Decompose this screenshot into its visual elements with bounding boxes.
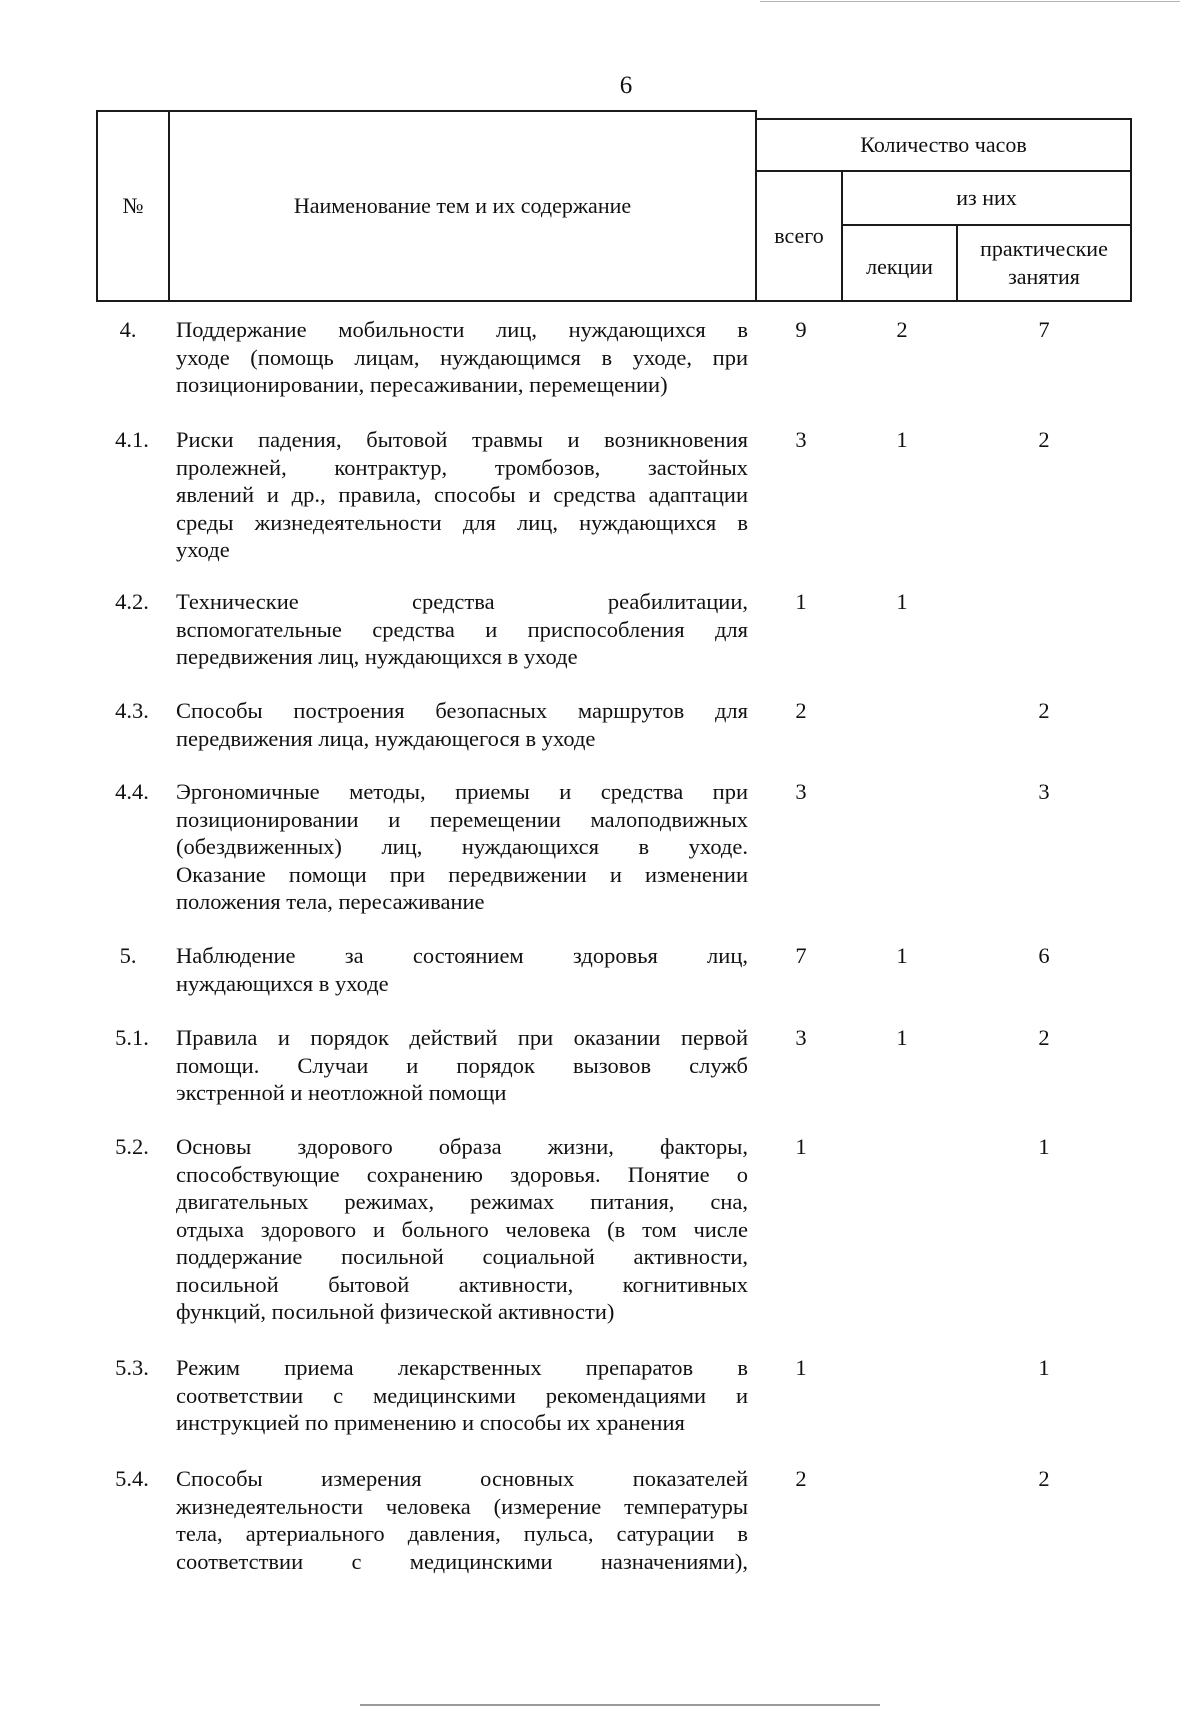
row-line: Технические средства реабилитации,: [176, 589, 748, 614]
header-lectures: лекции: [866, 254, 933, 279]
row-practical: 3: [1038, 779, 1050, 804]
row-number: 5.3.: [115, 1355, 149, 1380]
row-practical: 1: [1038, 1355, 1050, 1380]
row-number: 4.2.: [115, 589, 149, 614]
row-total: 9: [795, 317, 807, 342]
row-line: Правила и порядок действий при оказании первой: [176, 1025, 748, 1050]
row-line: двигательных режимах, режимах питания, сна,: [176, 1189, 748, 1214]
row-line: поддержание посильной социальной активности,: [176, 1244, 748, 1269]
row-line: помощи. Случаи и порядок вызовов служб: [176, 1052, 748, 1078]
row-line: Эргономичные методы, приемы и средства при: [176, 779, 748, 804]
row-description: [176, 1354, 748, 1437]
row-practical: 2: [1038, 1025, 1050, 1050]
row-number: 4.4.: [115, 779, 149, 804]
row-lectures: 1: [896, 943, 908, 968]
row-total: 3: [795, 427, 807, 452]
row-practical: 2: [1038, 427, 1050, 452]
row-line: экстренной и неотложной помощи: [176, 1080, 507, 1105]
header-border-bottom: [96, 300, 1132, 302]
row-line: Наблюдение за состоянием здоровья лиц,: [176, 943, 748, 968]
table-header: [96, 110, 1132, 304]
row-description: [176, 1465, 748, 1575]
row-number: 5.2.: [115, 1134, 149, 1159]
row-number: 4.1.: [115, 427, 149, 452]
row-line: соответствии с медицинскими назначениями),: [176, 1548, 748, 1574]
row-practical: 2: [1038, 1466, 1050, 1491]
row-line: уходе (помощь лицам, нуждающимся в уходе, при: [176, 344, 748, 370]
row-practical: 1: [1038, 1134, 1050, 1159]
row-practical: 6: [1038, 943, 1050, 968]
row-number: 4.3.: [115, 698, 149, 723]
row-line: жизнедеятельности человека (измерение температуры: [176, 1493, 748, 1519]
row-description: [176, 426, 748, 564]
row-description: [176, 697, 748, 752]
row-line: функций, посильной физической активности): [176, 1299, 615, 1324]
row-number: 5.4.: [115, 1466, 149, 1491]
page-number: 6: [619, 72, 633, 99]
row-total: 1: [795, 589, 807, 614]
row-practical: 2: [1038, 698, 1050, 723]
row-description: [176, 1024, 748, 1107]
row-description: [176, 316, 748, 399]
header-topic: Наименование тем и их содержание: [293, 193, 632, 218]
row-number: 4.: [119, 317, 137, 342]
row-line: нуждающихся в уходе: [176, 970, 389, 996]
row-line: соответствии с медицинскими рекомендациями и: [176, 1382, 748, 1408]
row-line: Способы построения безопасных маршрутов для: [176, 698, 748, 723]
row-line: Основы здорового образа жизни, факторы,: [176, 1134, 748, 1159]
header-num: №: [122, 193, 144, 218]
row-line: позиционировании и перемещении малоподвижных: [176, 806, 748, 832]
row-line: отдыха здорового и больного человека (в том числе: [176, 1216, 748, 1242]
row-line: Режим приема лекарственных препаратов в: [176, 1355, 748, 1380]
row-line: передвижения лица, нуждающегося в уходе: [176, 725, 596, 751]
row-line: пролежней, контрактур, тромбозов, застойных: [176, 454, 748, 480]
row-total: 2: [795, 698, 807, 723]
row-description: [176, 588, 748, 671]
header-total: всего: [774, 223, 824, 248]
row-lectures: 1: [896, 589, 908, 614]
row-total: 1: [795, 1134, 807, 1159]
header-of-them: из них: [956, 185, 1017, 210]
row-line: инструкцией по применению и способы их хранения: [176, 1410, 685, 1435]
header-practical-line2: занятия: [1008, 264, 1080, 289]
row-description: [176, 778, 748, 916]
row-line: (обездвиженных) лиц, нуждающихся в уходе.: [176, 834, 748, 859]
row-total: 3: [795, 1025, 807, 1050]
row-line: уходе: [176, 537, 230, 562]
header-practical: [958, 226, 1130, 300]
row-line: вспомогательные средства и приспособления для: [176, 616, 748, 642]
row-line: положения тела, пересаживание: [176, 889, 485, 914]
scan-artifact-bottom: [360, 1704, 880, 1706]
row-total: 1: [795, 1355, 807, 1380]
row-line: тела, артериального давления, пульса, сатурации в: [176, 1521, 748, 1546]
row-description: [176, 942, 748, 997]
scan-artifact-top: [760, 1, 1180, 2]
row-line: способствующие сохранению здоровья. Понятие о: [176, 1161, 748, 1187]
row-practical: 7: [1038, 317, 1050, 342]
row-total: 3: [795, 779, 807, 804]
row-number: 5.1.: [115, 1025, 149, 1050]
row-lectures: 1: [896, 1025, 908, 1050]
row-line: посильной бытовой активности, когнитивных: [176, 1271, 748, 1297]
header-practical-line1: практические: [980, 236, 1108, 261]
row-line: Оказание помощи при передвижении и изменении: [176, 861, 748, 887]
row-total: 7: [795, 943, 807, 968]
header-border-right: [1130, 118, 1132, 302]
row-line: Поддержание мобильности лиц, нуждающихся в: [176, 317, 748, 342]
row-line: Риски падения, бытовой травмы и возникновения: [176, 427, 748, 452]
row-total: 2: [795, 1466, 807, 1491]
row-line: передвижения лиц, нуждающихся в уходе: [176, 644, 578, 669]
row-number: 5.: [119, 943, 137, 968]
header-hours: Количество часов: [860, 132, 1027, 157]
row-description: [176, 1133, 748, 1326]
row-line: явлений и др., правила, способы и средства адаптации: [176, 482, 748, 507]
row-line: среды жизнедеятельности для лиц, нуждающихся в: [176, 509, 748, 535]
row-lectures: 2: [896, 317, 908, 342]
row-line: позиционировании, пересаживании, перемещении): [176, 372, 668, 397]
row-line: Способы измерения основных показателей: [176, 1466, 748, 1491]
row-lectures: 1: [896, 427, 908, 452]
